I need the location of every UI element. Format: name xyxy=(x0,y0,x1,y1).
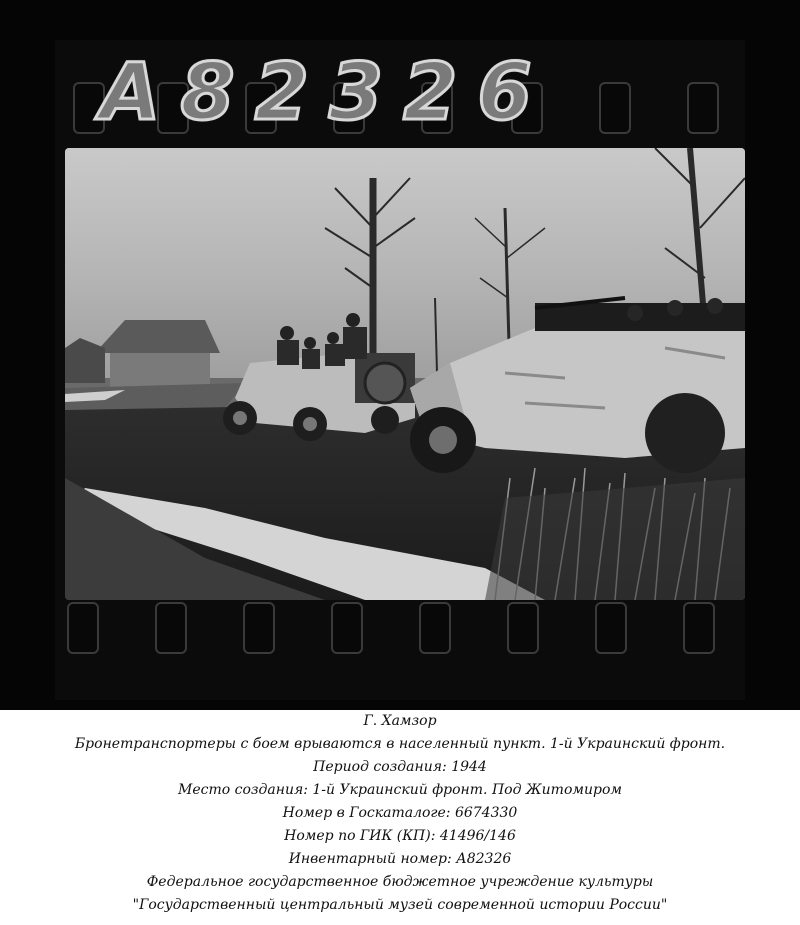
caption-inventory-number: Инвентарный номер: А82326 xyxy=(288,851,512,867)
caption-author: Г. Хамзор xyxy=(363,713,437,729)
caption-goskatalog: Номер в Госкаталоге: 6674330 xyxy=(282,805,518,821)
perforation xyxy=(331,602,363,654)
perforation xyxy=(507,602,539,654)
photograph xyxy=(65,148,745,600)
perforation xyxy=(67,602,99,654)
perforation xyxy=(419,602,451,654)
caption-period: Период создания: 1944 xyxy=(313,759,487,775)
caption-title: Бронетранспортеры с боем врываются в населенный пункт. 1-й Украинский фронт. xyxy=(74,736,726,752)
perforation xyxy=(595,602,627,654)
photo-scene xyxy=(65,148,745,600)
perforation xyxy=(687,82,719,134)
caption-museum: "Государственный центральный музей современной истории России" xyxy=(132,897,668,913)
perforation xyxy=(155,602,187,654)
caption-place: Место создания: 1-й Украинский фронт. Под Житомиром xyxy=(177,782,622,798)
perforation xyxy=(683,602,715,654)
caption-gik-number: Номер по ГИК (КП): 41496/146 xyxy=(284,828,516,844)
perforation xyxy=(243,602,275,654)
frame-code-handwritten: A82326 xyxy=(100,48,552,138)
caption-block xyxy=(0,710,800,925)
caption-institution: Федеральное государственное бюджетное учреждение культуры xyxy=(146,874,654,890)
